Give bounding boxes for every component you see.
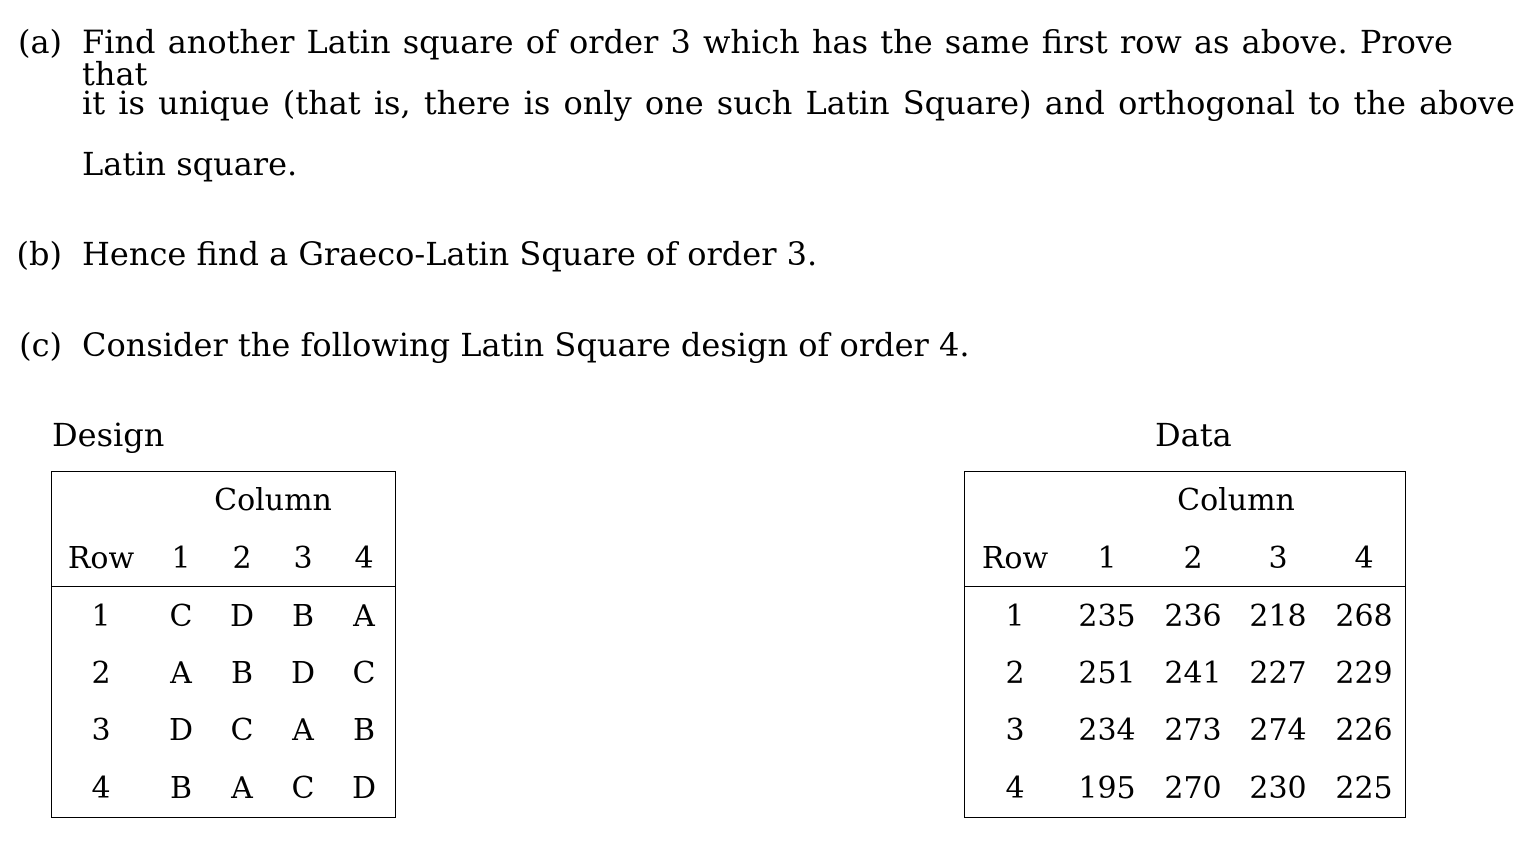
item-c-label: (c) xyxy=(19,326,62,364)
data-table xyxy=(964,471,1406,818)
data-header-rule xyxy=(965,586,1405,587)
item-a-line-3: Latin square. xyxy=(82,145,298,183)
design-column-label: Column xyxy=(214,483,332,518)
data-row-2-label: 2 xyxy=(1005,656,1025,691)
item-a-line-1: Find another Latin square of order 3 which has the same first row as above. Prove that xyxy=(82,23,1453,93)
data-cell-2-1: 251 xyxy=(1078,656,1136,691)
design-cell-2-3: D xyxy=(290,656,316,691)
design-cell-3-2: C xyxy=(230,713,254,748)
design-row-3-label: 3 xyxy=(91,713,111,748)
data-col-header-2: 2 xyxy=(1183,541,1203,576)
data-col-header-4: 4 xyxy=(1354,541,1374,576)
data-cell-3-3: 274 xyxy=(1249,713,1307,748)
item-a-label: (a) xyxy=(17,23,62,61)
data-cell-1-2: 236 xyxy=(1164,599,1222,634)
design-cell-4-2: A xyxy=(231,771,253,806)
design-cell-1-4: A xyxy=(353,599,375,634)
design-row-4-label: 4 xyxy=(91,771,111,806)
data-cell-1-1: 235 xyxy=(1078,599,1136,634)
data-col-header-1: 1 xyxy=(1097,541,1117,576)
data-cell-4-1: 195 xyxy=(1078,771,1136,806)
data-row-1-label: 1 xyxy=(1005,599,1025,634)
data-row-label: Row xyxy=(981,541,1049,576)
data-cell-4-3: 230 xyxy=(1249,771,1307,806)
design-cell-3-1: D xyxy=(168,713,194,748)
data-col-header-3: 3 xyxy=(1268,541,1288,576)
data-cell-4-2: 270 xyxy=(1164,771,1222,806)
item-b-line-1: Hence find a Graeco-Latin Square of order 3. xyxy=(82,235,818,273)
data-column-label: Column xyxy=(1177,483,1295,518)
design-cell-3-4: B xyxy=(352,713,376,748)
item-a-line-2: it is unique (that is, there is only one such Latin Square) and orthogonal to the above xyxy=(82,84,1515,122)
design-cell-2-1: A xyxy=(170,656,192,691)
design-col-header-2: 2 xyxy=(232,541,252,576)
design-cell-1-2: D xyxy=(229,599,255,634)
design-row-2-label: 2 xyxy=(91,656,111,691)
data-cell-4-4: 225 xyxy=(1335,771,1393,806)
data-cell-1-3: 218 xyxy=(1249,599,1307,634)
design-cell-4-4: D xyxy=(351,771,377,806)
data-cell-2-2: 241 xyxy=(1164,656,1222,691)
design-cell-4-3: C xyxy=(291,771,315,806)
design-col-header-4: 4 xyxy=(354,541,374,576)
design-caption: Design xyxy=(52,416,165,454)
data-cell-2-3: 227 xyxy=(1249,656,1307,691)
design-cell-1-3: B xyxy=(291,599,315,634)
design-header-rule xyxy=(52,586,395,587)
design-row-1-label: 1 xyxy=(91,599,111,634)
data-cell-3-2: 273 xyxy=(1164,713,1222,748)
design-cell-1-1: C xyxy=(169,599,193,634)
data-cell-2-4: 229 xyxy=(1335,656,1393,691)
data-cell-3-4: 226 xyxy=(1335,713,1393,748)
design-cell-4-1: B xyxy=(169,771,193,806)
design-row-label: Row xyxy=(67,541,135,576)
data-cell-1-4: 268 xyxy=(1335,599,1393,634)
design-col-header-1: 1 xyxy=(171,541,191,576)
design-cell-2-4: C xyxy=(352,656,376,691)
data-row-3-label: 3 xyxy=(1005,713,1025,748)
data-caption: Data xyxy=(1155,416,1232,454)
design-cell-2-2: B xyxy=(230,656,254,691)
data-cell-3-1: 234 xyxy=(1078,713,1136,748)
item-c-line-1: Consider the following Latin Square design of order 4. xyxy=(82,326,970,364)
design-cell-3-3: A xyxy=(292,713,314,748)
item-b-label: (b) xyxy=(16,235,62,273)
design-table xyxy=(51,471,396,818)
data-row-4-label: 4 xyxy=(1005,771,1025,806)
design-col-header-3: 3 xyxy=(293,541,313,576)
